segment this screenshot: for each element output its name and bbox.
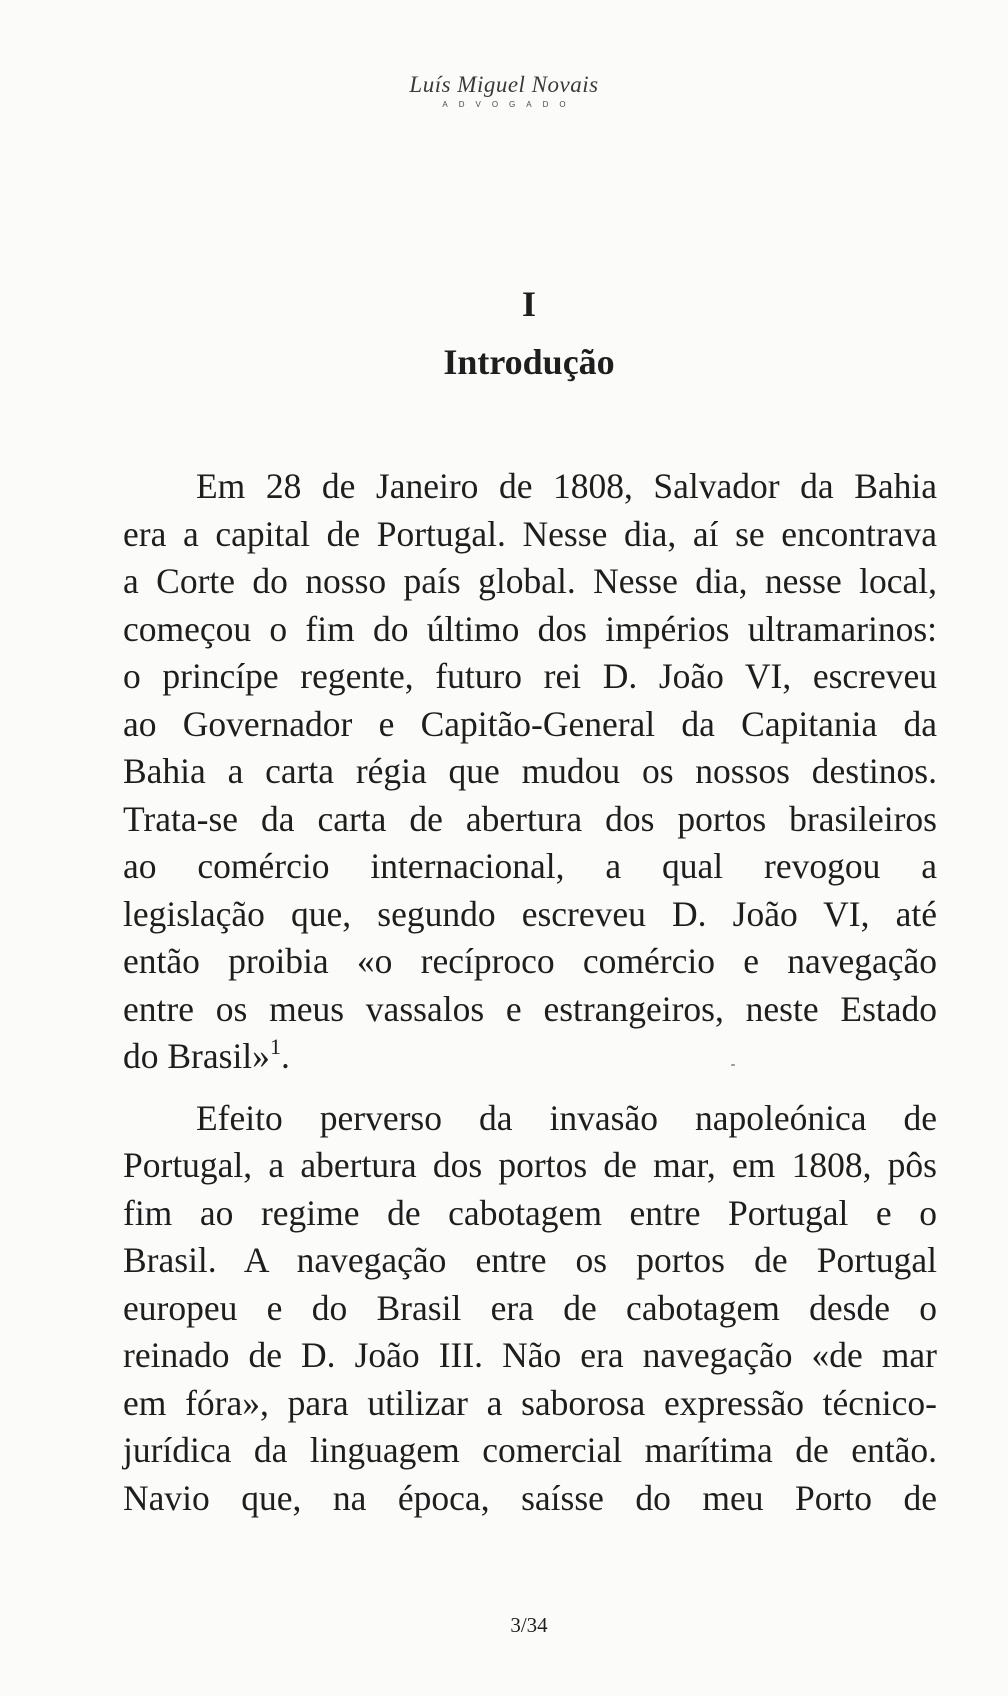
text-line: jurídica da linguagem comercial marítima de então. (123, 1430, 937, 1470)
text-line: Efeito perverso da invasão napoleónica de (196, 1097, 937, 1138)
scan-speck (731, 1064, 735, 1066)
text-line: começou o fim do último dos impérios ultramarinos: (123, 608, 937, 649)
page-number: 3/34 (510, 1613, 548, 1637)
text-line: ao Governador e Capitão-General da Capitania da (123, 703, 937, 744)
text-line: a Corte do nosso país global. Nesse dia, nesse local, (123, 561, 937, 601)
text-line: reinado de D. João III. Não era navegação «de mar (123, 1335, 937, 1375)
text-line: entre os meus vassalos e estrangeiros, neste Estado (123, 988, 937, 1029)
letterhead (0, 72, 1008, 109)
body-text (50, 463, 937, 1522)
text-line-last (50, 1033, 937, 1081)
text-line: ao comércio internacional, a qual revogou a (123, 846, 937, 886)
last-line-end: . (280, 1036, 290, 1076)
text-line: europeu e do Brasil era de cabotagem desde o (123, 1287, 937, 1328)
chapter-number: I (521, 284, 536, 324)
text-line: em fóra», para utilizar a saborosa expressão técnico- (123, 1382, 937, 1423)
last-line-text: do Brasil» (123, 1036, 270, 1076)
text-line: era a capital de Portugal. Nesse dia, aí se encontrava (123, 513, 937, 554)
text-line: fim ao regime de cabotagem entre Portugal e o (123, 1192, 937, 1233)
text-line: legislação que, segundo escreveu D. João VI, até (123, 893, 937, 934)
text-line: o princípe regente, futuro rei D. João VI, escreveu (123, 656, 937, 696)
footnote-ref[interactable]: 1 (269, 1034, 281, 1059)
paragraph-2 (50, 1095, 937, 1523)
text-line: Trata-se da carta de abertura dos portos brasileiros (123, 798, 937, 839)
chapter-title: Introdução (443, 342, 615, 382)
text-line: Bahia a carta régia que mudou os nossos destinos. (123, 751, 937, 791)
letterhead-name: Luís Miguel Novais (409, 72, 599, 97)
text-line: Navio que, na época, saísse do meu Porto de (123, 1477, 937, 1518)
letterhead-title: ADVOGADO (442, 100, 577, 109)
text-line: Portugal, a abertura dos portos de mar, em 1808, pôs (123, 1145, 937, 1185)
text-line: então proibia «o recíproco comércio e navegação (123, 941, 937, 981)
text-line: Brasil. A navegação entre os portos de Portugal (123, 1240, 937, 1280)
text-line: Em 28 de Janeiro de 1808, Salvador da Bahia (196, 466, 937, 506)
paragraph-1 (50, 463, 937, 1081)
